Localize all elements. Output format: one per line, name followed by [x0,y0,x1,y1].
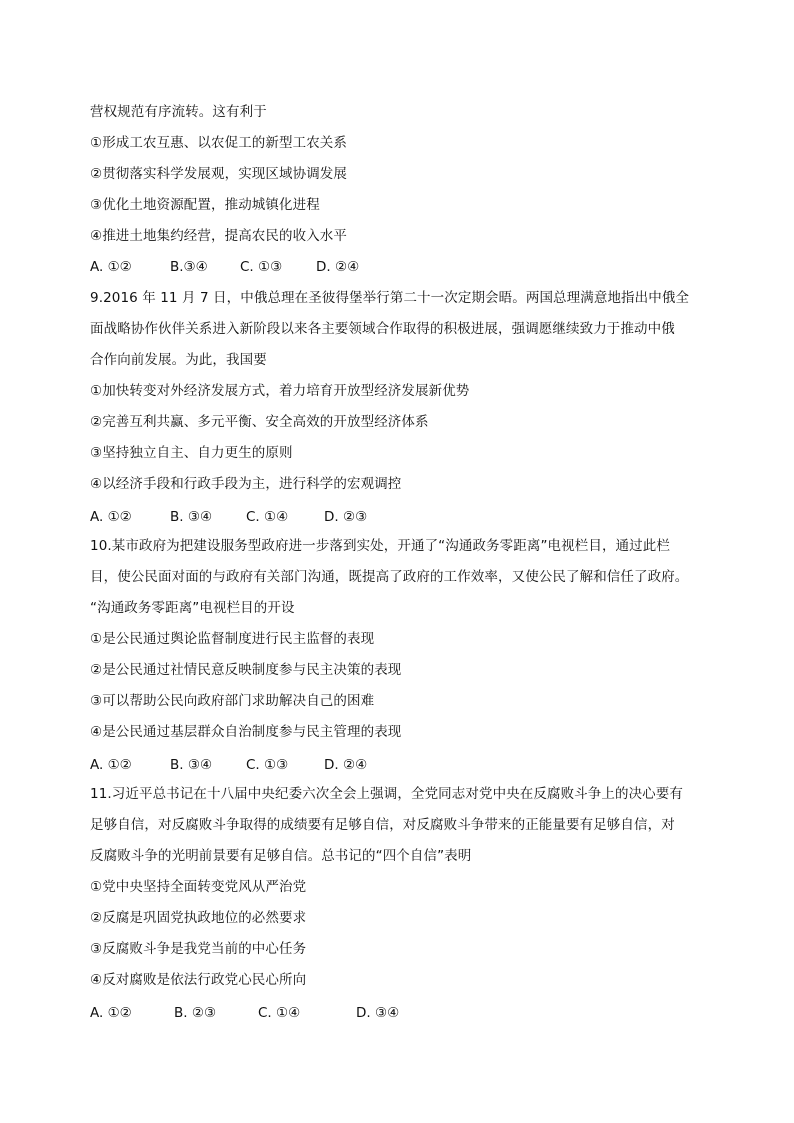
q10-stem-line-3: “沟通政务零距离”电视栏目的开设 [90,600,295,616]
q11-option-b: B. ②③ [174,1005,217,1021]
q11-choice-2: ②反腐是巩固党执政地位的必然要求 [90,910,307,926]
q11-options [90,1004,399,1022]
q11-choice-4: ④反对腐败是依法行政党心民心所向 [90,972,307,988]
q8-option-b: B.③④ [170,259,208,275]
q11-stem-line-3: 反腐败斗争的光明前景要有足够自信。总书记的“四个自信”表明 [90,848,472,864]
q9-choice-2: ②完善互利共赢、多元平衡、安全高效的开放型经济体系 [90,414,429,430]
q10-option-c: C. ①③ [246,757,289,773]
q10-option-d: D. ②④ [324,757,368,773]
q10-choice-2: ②是公民通过社情民意反映制度参与民主决策的表现 [90,662,402,678]
q8-option-a: A. ①② [90,259,132,275]
q9-stem-line-1: 9.2016 年 11 月 7 日，中俄总理在圣彼得堡举行第二十一次定期会晤。两国总理满意地指出中俄全 [90,290,690,306]
q9-choice-4: ④以经济手段和行政手段为主，进行科学的宏观调控 [90,476,402,492]
q11-choice-3: ③反腐败斗争是我党当前的中心任务 [90,941,307,957]
q11-option-d: D. ③④ [356,1005,400,1021]
q8-option-d: D. ②④ [316,259,360,275]
q8-choice-1: ①形成工农互惠、以农促工的新型工农关系 [90,135,348,151]
q11-choice-1: ①党中央坚持全面转变党风从严治党 [90,879,307,895]
q10-options [90,756,367,774]
q9-option-c: C. ①④ [246,509,289,525]
q10-option-a: A. ①② [90,757,132,773]
q10-choice-4: ④是公民通过基层群众自治制度参与民主管理的表现 [90,724,402,740]
q9-option-b: B. ③④ [170,509,213,525]
q9-choice-3: ③坚持独立自主、自力更生的原则 [90,445,293,461]
q8-choice-4: ④推进土地集约经营，提高农民的收入水平 [90,228,348,244]
q11-stem-line-1: 11.习近平总书记在十八届中央纪委六次全会上强调，全党同志对党中央在反腐败斗争上的决心要有 [90,786,683,802]
q9-option-a: A. ①② [90,509,132,525]
q10-choice-1: ①是公民通过舆论监督制度进行民主监督的表现 [90,631,375,647]
q8-choice-2: ②贯彻落实科学发展观，实现区域协调发展 [90,166,348,182]
q9-options [90,508,367,526]
q9-stem-line-2: 面战略协作伙伴关系进入新阶段以来各主要领域合作取得的积极进展，强调愿继续致力于推动中俄 [90,321,675,337]
q8-choice-3: ③优化土地资源配置，推动城镇化进程 [90,197,320,213]
q10-choice-3: ③可以帮助公民向政府部门求助解决自己的困难 [90,693,375,709]
q9-option-d: D. ②③ [324,509,368,525]
q10-option-b: B. ③④ [170,757,213,773]
q8-option-c: C. ①③ [240,259,283,275]
q9-choice-1: ①加快转变对外经济发展方式，着力培育开放型经济发展新优势 [90,383,470,399]
q9-stem-line-3: 合作向前发展。为此，我国要 [90,352,267,368]
q11-stem-line-2: 足够自信，对反腐败斗争取得的成绩要有足够自信，对反腐败斗争带来的正能量要有足够自信，对 [90,817,675,833]
q10-stem-line-1: 10.某市政府为把建设服务型政府进一步落到实处，开通了“沟通政务零距离”电视栏目，通过此栏 [90,538,670,554]
q8-stem-tail: 营权规范有序流转。这有利于 [90,104,267,120]
q11-option-a: A. ①② [90,1005,132,1021]
q8-options [90,258,359,276]
q10-stem-line-2: 目，使公民面对面的与政府有关部门沟通，既提高了政府的工作效率，又使公民了解和信任了政府。 [90,569,689,585]
q11-option-c: C. ①④ [258,1005,301,1021]
